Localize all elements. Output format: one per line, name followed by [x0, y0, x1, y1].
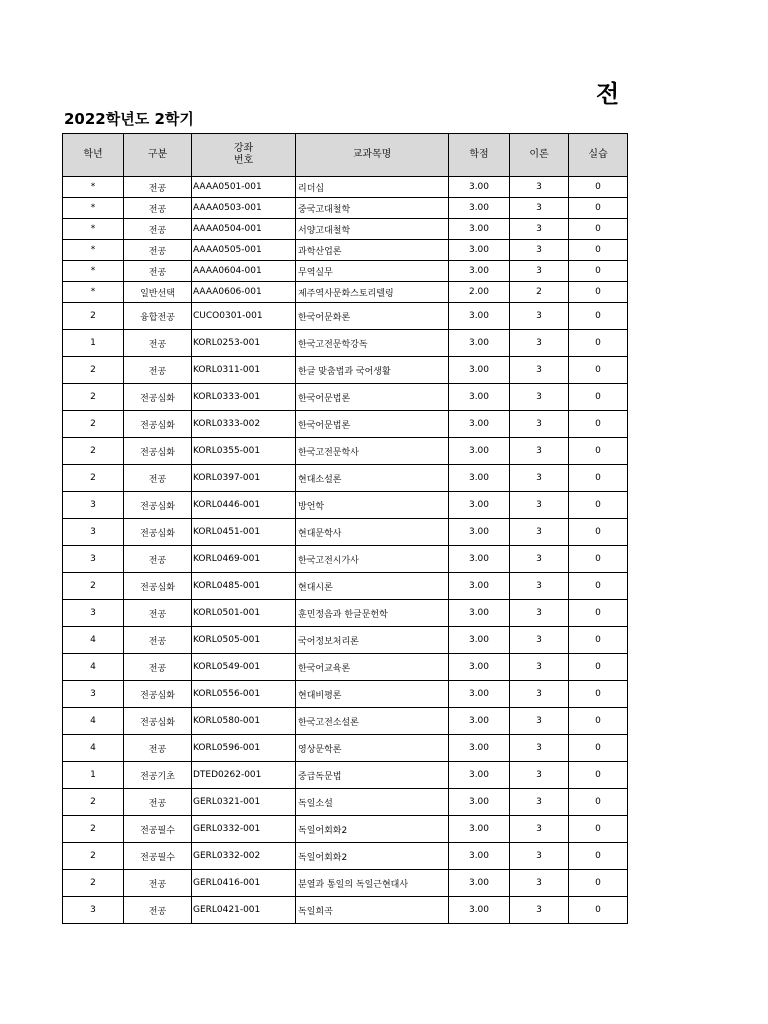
header-course-code — [192, 134, 296, 177]
cell-year: 1 — [63, 330, 124, 357]
cell-practice: 0 — [569, 240, 628, 261]
cell-year: 2 — [63, 816, 124, 843]
cell-theory: 3 — [510, 627, 569, 654]
cell-practice: 0 — [569, 519, 628, 546]
cell-category: 전공 — [124, 219, 192, 240]
cell-theory: 3 — [510, 261, 569, 282]
cell-code: KORL0469-001 — [192, 546, 296, 573]
cell-title: 한국어문화론 — [296, 303, 449, 330]
cell-practice: 0 — [569, 654, 628, 681]
cell-theory: 3 — [510, 870, 569, 897]
cell-theory: 2 — [510, 282, 569, 303]
cell-title: 중급독문법 — [296, 762, 449, 789]
cell-code: GERL0332-002 — [192, 843, 296, 870]
cell-title: 방언학 — [296, 492, 449, 519]
cell-theory: 3 — [510, 177, 569, 198]
cell-practice: 0 — [569, 261, 628, 282]
cell-practice: 0 — [569, 438, 628, 465]
cell-theory: 3 — [510, 492, 569, 519]
cell-year: * — [63, 240, 124, 261]
cell-credits: 2.00 — [449, 282, 510, 303]
header-title: 교과목명 — [296, 134, 449, 177]
cell-code: AAAA0501-001 — [192, 177, 296, 198]
cell-year: * — [63, 219, 124, 240]
cell-practice: 0 — [569, 735, 628, 762]
cell-category: 전공 — [124, 240, 192, 261]
cell-year: 2 — [63, 789, 124, 816]
table-row — [63, 897, 628, 924]
cell-title: 한국고전문학강독 — [296, 330, 449, 357]
cell-credits: 3.00 — [449, 330, 510, 357]
cell-title: 한국어문법론 — [296, 384, 449, 411]
table-row — [63, 465, 628, 492]
cell-credits: 3.00 — [449, 465, 510, 492]
table-row — [63, 816, 628, 843]
cell-title: 독일어회화2 — [296, 843, 449, 870]
cell-year: 4 — [63, 708, 124, 735]
table-row — [63, 627, 628, 654]
cell-credits: 3.00 — [449, 303, 510, 330]
table-row — [63, 492, 628, 519]
cell-title: 훈민정음과 한글문헌학 — [296, 600, 449, 627]
cell-credits: 3.00 — [449, 897, 510, 924]
cell-year: 3 — [63, 681, 124, 708]
page-heading: 전 — [596, 80, 620, 108]
cell-credits: 3.00 — [449, 384, 510, 411]
cell-year: 1 — [63, 762, 124, 789]
cell-practice: 0 — [569, 330, 628, 357]
header-practice: 실습 — [569, 134, 628, 177]
cell-category: 전공심화 — [124, 681, 192, 708]
cell-code: AAAA0503-001 — [192, 198, 296, 219]
cell-category: 전공 — [124, 177, 192, 198]
header-credits: 학점 — [449, 134, 510, 177]
cell-category: 전공 — [124, 870, 192, 897]
cell-category: 전공 — [124, 546, 192, 573]
cell-title: 분열과 통일의 독일근현대사 — [296, 870, 449, 897]
cell-code: KORL0355-001 — [192, 438, 296, 465]
table-row — [63, 600, 628, 627]
header-year: 학년 — [63, 134, 124, 177]
cell-credits: 3.00 — [449, 546, 510, 573]
table-row — [63, 219, 628, 240]
cell-title: 한국고전문학사 — [296, 438, 449, 465]
cell-code: KORL0580-001 — [192, 708, 296, 735]
cell-credits: 3.00 — [449, 411, 510, 438]
cell-category: 전공필수 — [124, 816, 192, 843]
table-row — [63, 303, 628, 330]
cell-title: 리더십 — [296, 177, 449, 198]
cell-practice: 0 — [569, 600, 628, 627]
cell-year: * — [63, 261, 124, 282]
cell-category: 전공 — [124, 600, 192, 627]
table-row — [63, 735, 628, 762]
cell-title: 영상문학론 — [296, 735, 449, 762]
cell-category: 전공 — [124, 261, 192, 282]
cell-practice: 0 — [569, 816, 628, 843]
cell-category: 전공심화 — [124, 573, 192, 600]
cell-code: KORL0501-001 — [192, 600, 296, 627]
cell-title: 과학산업론 — [296, 240, 449, 261]
cell-code: CUCO0301-001 — [192, 303, 296, 330]
cell-credits: 3.00 — [449, 843, 510, 870]
cell-title: 현대문학사 — [296, 519, 449, 546]
cell-year: * — [63, 177, 124, 198]
cell-year: 2 — [63, 357, 124, 384]
cell-code: AAAA0505-001 — [192, 240, 296, 261]
cell-code: GERL0416-001 — [192, 870, 296, 897]
cell-code: KORL0556-001 — [192, 681, 296, 708]
cell-code: KORL0485-001 — [192, 573, 296, 600]
table-row — [63, 654, 628, 681]
cell-category: 전공 — [124, 357, 192, 384]
cell-theory: 3 — [510, 843, 569, 870]
cell-category: 전공심화 — [124, 708, 192, 735]
cell-practice: 0 — [569, 282, 628, 303]
cell-year: 4 — [63, 735, 124, 762]
cell-category: 전공심화 — [124, 438, 192, 465]
cell-category: 전공심화 — [124, 411, 192, 438]
cell-practice: 0 — [569, 357, 628, 384]
cell-title: 한국고전시가사 — [296, 546, 449, 573]
cell-credits: 3.00 — [449, 627, 510, 654]
cell-credits: 3.00 — [449, 219, 510, 240]
cell-title: 한국어교육론 — [296, 654, 449, 681]
cell-credits: 3.00 — [449, 735, 510, 762]
cell-practice: 0 — [569, 897, 628, 924]
cell-practice: 0 — [569, 573, 628, 600]
table-header-row — [63, 134, 628, 177]
cell-practice: 0 — [569, 303, 628, 330]
cell-category: 전공심화 — [124, 492, 192, 519]
cell-category: 전공 — [124, 897, 192, 924]
cell-code: KORL0333-002 — [192, 411, 296, 438]
table-row — [63, 384, 628, 411]
cell-practice: 0 — [569, 177, 628, 198]
table-row — [63, 198, 628, 219]
header-theory: 이론 — [510, 134, 569, 177]
cell-title: 한국어문법론 — [296, 411, 449, 438]
cell-code: KORL0446-001 — [192, 492, 296, 519]
cell-year: 3 — [63, 546, 124, 573]
cell-year: 2 — [63, 465, 124, 492]
cell-code: KORL0451-001 — [192, 519, 296, 546]
cell-year: 2 — [63, 384, 124, 411]
cell-category: 전공필수 — [124, 843, 192, 870]
table-row — [63, 240, 628, 261]
table-row — [63, 708, 628, 735]
cell-practice: 0 — [569, 384, 628, 411]
cell-category: 전공 — [124, 789, 192, 816]
cell-practice: 0 — [569, 627, 628, 654]
table-row — [63, 546, 628, 573]
cell-credits: 3.00 — [449, 519, 510, 546]
cell-title: 한글 맞춤법과 국어생활 — [296, 357, 449, 384]
cell-theory: 3 — [510, 600, 569, 627]
cell-code: KORL0397-001 — [192, 465, 296, 492]
cell-practice: 0 — [569, 546, 628, 573]
cell-theory: 3 — [510, 789, 569, 816]
cell-practice: 0 — [569, 870, 628, 897]
cell-code: AAAA0604-001 — [192, 261, 296, 282]
cell-code: GERL0332-001 — [192, 816, 296, 843]
cell-year: 3 — [63, 600, 124, 627]
cell-title: 한국고전소설론 — [296, 708, 449, 735]
cell-credits: 3.00 — [449, 177, 510, 198]
cell-year: 2 — [63, 843, 124, 870]
cell-category: 전공기초 — [124, 762, 192, 789]
header-category: 구분 — [124, 134, 192, 177]
cell-category: 전공심화 — [124, 519, 192, 546]
cell-credits: 3.00 — [449, 654, 510, 681]
cell-credits: 3.00 — [449, 789, 510, 816]
cell-theory: 3 — [510, 384, 569, 411]
table-row — [63, 411, 628, 438]
cell-theory: 3 — [510, 198, 569, 219]
table-row — [63, 438, 628, 465]
cell-year: 3 — [63, 492, 124, 519]
cell-code: AAAA0606-001 — [192, 282, 296, 303]
cell-theory: 3 — [510, 546, 569, 573]
cell-theory: 3 — [510, 708, 569, 735]
cell-year: 2 — [63, 303, 124, 330]
cell-year: 2 — [63, 438, 124, 465]
cell-year: * — [63, 198, 124, 219]
cell-credits: 3.00 — [449, 240, 510, 261]
cell-practice: 0 — [569, 762, 628, 789]
cell-category: 전공심화 — [124, 384, 192, 411]
cell-theory: 3 — [510, 897, 569, 924]
cell-category: 전공 — [124, 198, 192, 219]
cell-title: 독일소설 — [296, 789, 449, 816]
table-row — [63, 681, 628, 708]
cell-title: 현대시론 — [296, 573, 449, 600]
cell-credits: 3.00 — [449, 600, 510, 627]
cell-theory: 3 — [510, 411, 569, 438]
cell-year: 3 — [63, 519, 124, 546]
cell-credits: 3.00 — [449, 816, 510, 843]
cell-practice: 0 — [569, 789, 628, 816]
cell-credits: 3.00 — [449, 762, 510, 789]
cell-code: KORL0596-001 — [192, 735, 296, 762]
cell-code: AAAA0504-001 — [192, 219, 296, 240]
cell-year: 2 — [63, 870, 124, 897]
table-row — [63, 843, 628, 870]
cell-title: 독일어회화2 — [296, 816, 449, 843]
table-row — [63, 330, 628, 357]
cell-credits: 3.00 — [449, 492, 510, 519]
table-row — [63, 357, 628, 384]
cell-theory: 3 — [510, 330, 569, 357]
cell-category: 전공 — [124, 330, 192, 357]
cell-category: 일반선택 — [124, 282, 192, 303]
cell-theory: 3 — [510, 573, 569, 600]
table-row — [63, 177, 628, 198]
table-row — [63, 762, 628, 789]
cell-title: 국어정보처리론 — [296, 627, 449, 654]
cell-theory: 3 — [510, 465, 569, 492]
cell-practice: 0 — [569, 492, 628, 519]
cell-theory: 3 — [510, 357, 569, 384]
cell-title: 현대소설론 — [296, 465, 449, 492]
cell-theory: 3 — [510, 654, 569, 681]
cell-category: 전공 — [124, 627, 192, 654]
cell-theory: 3 — [510, 681, 569, 708]
cell-credits: 3.00 — [449, 198, 510, 219]
cell-year: 2 — [63, 573, 124, 600]
cell-year: 3 — [63, 897, 124, 924]
cell-year: 2 — [63, 411, 124, 438]
cell-theory: 3 — [510, 240, 569, 261]
cell-practice: 0 — [569, 198, 628, 219]
cell-practice: 0 — [569, 843, 628, 870]
cell-code: KORL0253-001 — [192, 330, 296, 357]
cell-credits: 3.00 — [449, 573, 510, 600]
cell-practice: 0 — [569, 681, 628, 708]
cell-theory: 3 — [510, 438, 569, 465]
cell-title: 제주역사문화스토리텔링 — [296, 282, 449, 303]
cell-code: DTED0262-001 — [192, 762, 296, 789]
cell-theory: 3 — [510, 816, 569, 843]
cell-theory: 3 — [510, 762, 569, 789]
cell-title: 현대비평론 — [296, 681, 449, 708]
table-row — [63, 789, 628, 816]
table-row — [63, 870, 628, 897]
cell-year: 4 — [63, 627, 124, 654]
semester-title: 2022학년도 2학기 — [64, 110, 194, 128]
cell-category: 전공 — [124, 465, 192, 492]
cell-title: 독일희곡 — [296, 897, 449, 924]
cell-code: KORL0549-001 — [192, 654, 296, 681]
header-code-line1: 강좌 — [233, 143, 254, 154]
table-row — [63, 573, 628, 600]
cell-theory: 3 — [510, 519, 569, 546]
cell-credits: 3.00 — [449, 870, 510, 897]
cell-title: 서양고대철학 — [296, 219, 449, 240]
cell-category: 전공 — [124, 735, 192, 762]
cell-credits: 3.00 — [449, 438, 510, 465]
cell-code: KORL0333-001 — [192, 384, 296, 411]
cell-practice: 0 — [569, 465, 628, 492]
cell-title: 중국고대철학 — [296, 198, 449, 219]
table-row — [63, 519, 628, 546]
cell-practice: 0 — [569, 219, 628, 240]
course-table-body — [63, 177, 628, 924]
cell-category: 전공 — [124, 654, 192, 681]
cell-credits: 3.00 — [449, 681, 510, 708]
cell-credits: 3.00 — [449, 708, 510, 735]
cell-code: GERL0421-001 — [192, 897, 296, 924]
cell-code: KORL0505-001 — [192, 627, 296, 654]
cell-practice: 0 — [569, 708, 628, 735]
cell-year: 4 — [63, 654, 124, 681]
cell-code: GERL0321-001 — [192, 789, 296, 816]
cell-credits: 3.00 — [449, 357, 510, 384]
cell-theory: 3 — [510, 735, 569, 762]
table-row — [63, 261, 628, 282]
cell-year: * — [63, 282, 124, 303]
cell-credits: 3.00 — [449, 261, 510, 282]
table-row — [63, 282, 628, 303]
course-table — [62, 133, 628, 924]
cell-theory: 3 — [510, 219, 569, 240]
cell-category: 융합전공 — [124, 303, 192, 330]
cell-title: 무역실무 — [296, 261, 449, 282]
cell-code: KORL0311-001 — [192, 357, 296, 384]
cell-practice: 0 — [569, 411, 628, 438]
header-code-line2: 번호 — [233, 155, 254, 166]
cell-theory: 3 — [510, 303, 569, 330]
